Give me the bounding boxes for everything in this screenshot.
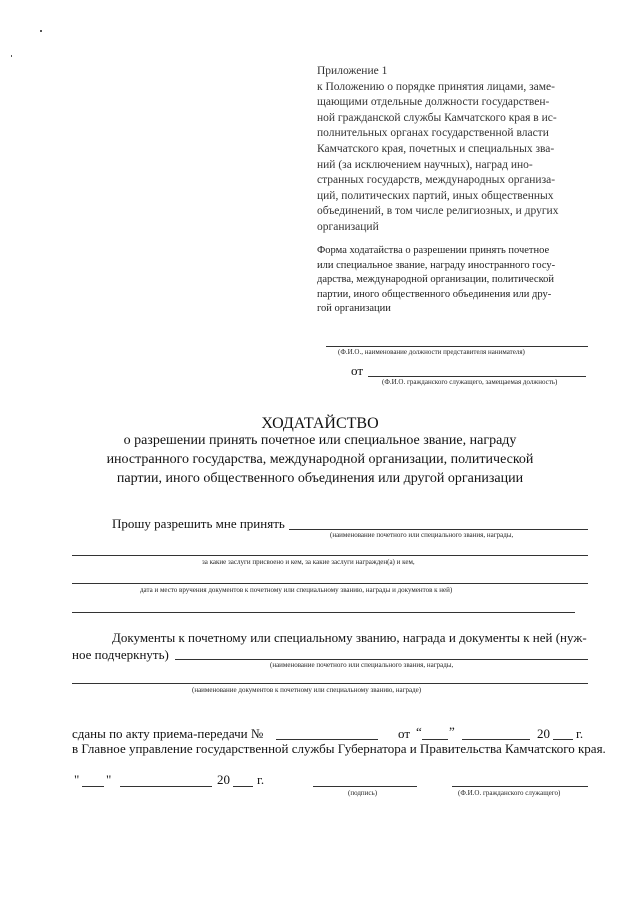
from-label: от (351, 363, 364, 378)
document-title: ХОДАТАЙСТВО (261, 415, 379, 432)
request-label: Прошу разрешить мне принять (112, 516, 285, 531)
signature-field[interactable] (313, 786, 417, 787)
form-note-line: гой организации (317, 303, 391, 315)
form-note (317, 244, 597, 317)
appendix-block (317, 64, 597, 236)
signature-caption: (подпись) (348, 789, 378, 797)
appendix-line: объединений, в том числе религиозных, и других (317, 205, 559, 218)
handover-quote-close: ” (449, 724, 455, 739)
sign-year-field[interactable] (233, 786, 253, 787)
scan-speck (40, 30, 42, 32)
request-caption-2: за какие заслуги присвоено и кем, за какие заслуги награжден(а) и кем, (202, 558, 415, 566)
documents-caption-1: (наименование почетного или специального звания, награды, (270, 661, 454, 669)
request-caption-3: дата и место вручения документов к почетному или специальному званию, награды и документов к ней) (140, 586, 453, 594)
addressee-from-line[interactable] (368, 376, 586, 377)
appendix-line: щающими отдельные должности государствен- (317, 96, 550, 109)
subtitle-line: иностранного государства, международной организации, политической (106, 452, 534, 467)
scan-speck (11, 55, 12, 57)
appendix-line: странных государств, международных организа- (317, 174, 556, 187)
documents-field-2[interactable] (72, 683, 588, 684)
handover-day-field[interactable] (422, 739, 448, 740)
appendix-line: ной гражданской службы Камчатского края в ис- (317, 111, 557, 124)
handover-act-number-field[interactable] (276, 739, 378, 740)
documents-line-2: ное подчеркнуть) (72, 647, 169, 662)
documents-field-1[interactable] (175, 659, 588, 660)
subtitle-line: о разрешении принять почетное или специальное звание, награду (123, 433, 517, 448)
appendix-line: ний (за исключением научных), наград ино- (317, 158, 533, 171)
handover-quote-open: “ (416, 724, 422, 739)
sign-day-field[interactable] (82, 786, 104, 787)
document-subtitle (0, 431, 640, 488)
appendix-line: к Положению о порядке принятия лицами, заме- (317, 80, 555, 93)
addressee-to-line[interactable] (326, 346, 588, 347)
appendix-line: организаций (317, 220, 379, 233)
handover-from-word: от (398, 726, 411, 741)
form-note-line: партии, иного общественного объединения или дру- (317, 288, 552, 300)
documents-caption-2: (наименование документов к почетному или специальному званию, награде) (192, 686, 422, 694)
sign-month-field[interactable] (120, 786, 212, 787)
request-line-2[interactable] (72, 555, 588, 556)
request-caption-1: (наименование почетного или специального звания, награды, (330, 531, 514, 539)
signer-name-field[interactable] (452, 786, 588, 787)
handover-year-field[interactable] (553, 739, 573, 740)
handover-month-field[interactable] (462, 739, 530, 740)
form-note-line: дарства, международной организации, политической (317, 274, 555, 286)
handover-line-2: в Главное управление государственной службы Губернатора и Правительства Камчатского края. (72, 741, 606, 756)
appendix-line: Приложение 1 (317, 65, 388, 77)
documents-line-1: Документы к почетному или специальному званию, награда и документы к ней (нуж- (112, 630, 587, 645)
request-line-3[interactable] (72, 583, 588, 584)
request-line-4[interactable] (72, 612, 575, 613)
appendix-line: полнительных органах государственной власти (317, 127, 549, 140)
handover-year-prefix: 20 (537, 726, 550, 741)
signer-name-caption: (Ф.И.О. гражданского служащего) (458, 789, 561, 797)
handover-year-suffix: г. (576, 726, 584, 741)
sign-quote-close: " (106, 772, 112, 787)
handover-label: сданы по акту приема-передачи № (72, 726, 264, 741)
subtitle-line: партии, иного общественного объединения или другой организации (116, 471, 524, 486)
sign-year-prefix: 20 (217, 772, 230, 787)
form-note-line: Форма ходатайства о разрешении принять почетное (317, 245, 550, 256)
addressee-from-caption: (Ф.И.О. гражданского служащего, замещаемая должность) (382, 378, 558, 386)
appendix-line: ций, политических партий, иных общественных (317, 189, 554, 202)
request-line-1[interactable] (289, 529, 588, 530)
appendix-line: Камчатского края, почетных и специальных зва- (317, 142, 555, 155)
sign-year-suffix: г. (257, 772, 265, 787)
sign-quote-open: " (74, 772, 80, 787)
addressee-to-caption: (Ф.И.О., наименование должности представителя нанимателя) (338, 348, 525, 356)
form-note-line: или специальное звание, награду иностранного госу- (317, 259, 556, 271)
